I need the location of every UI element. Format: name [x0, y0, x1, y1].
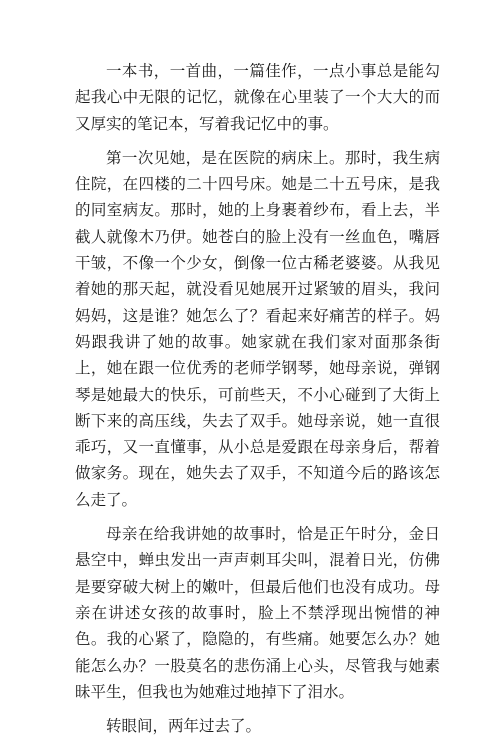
- paragraph-4: 转眼间，两年过去了。: [106, 717, 262, 736]
- paragraph-2: 第一次见她，是在医院的病床上。那时，我生病住院，在四楼的二十四号床。她是二十五号床，是我的同室病友。那时，她的上身裹着纱布，看上去，半截人就像木乃伊。她苍白的脸上没有一丝血色，嘴唇干皱，不像一个少女，倒像一位古稀老婆婆。从我见着她的那天起，就没看见她展开过紧皱的眉头，我问妈妈，这是谁？她怎么了？看起来好痛苦的样子。妈妈跟我讲了她的故事。她家就在我们家对面那条街上，她在跟一位优秀的老师学钢琴，她母亲说，弹钢琴是她最大的快乐，可前些天，不小心碰到了大街上断下来的高压线，失去了双手。她母亲说，她一直很乖巧，又一直懂事，从小总是爱跟在母亲身后，帮着做家务。现在，她失去了双手，不知道今后的路该怎么走了。: [75, 148, 440, 509]
- paragraph-1: 一本书，一首曲，一篇佳作，一点小事总是能勾起我心中无限的记忆，就像在心里装了一个大大的而又厚实的笔记本，写着我记忆中的事。: [75, 62, 440, 133]
- paragraph-3: 母亲在给我讲她的故事时，恰是正午时分，金日悬空中，蝉虫发出一声声刺耳尖叫，混着日光，仿佛是要穿破大树上的嫩叶，但最后他们也没有成功。母亲在讲述女孩的故事时，脸上不禁浮现出惋惜的神色。我的心紧了，隐隐的，有些痛。她要怎么办？她能怎么办？一股莫名的悲伤涌上心头，尽管我与她素昧平生，但我也为她难过地掉下了泪水。: [75, 525, 440, 701]
